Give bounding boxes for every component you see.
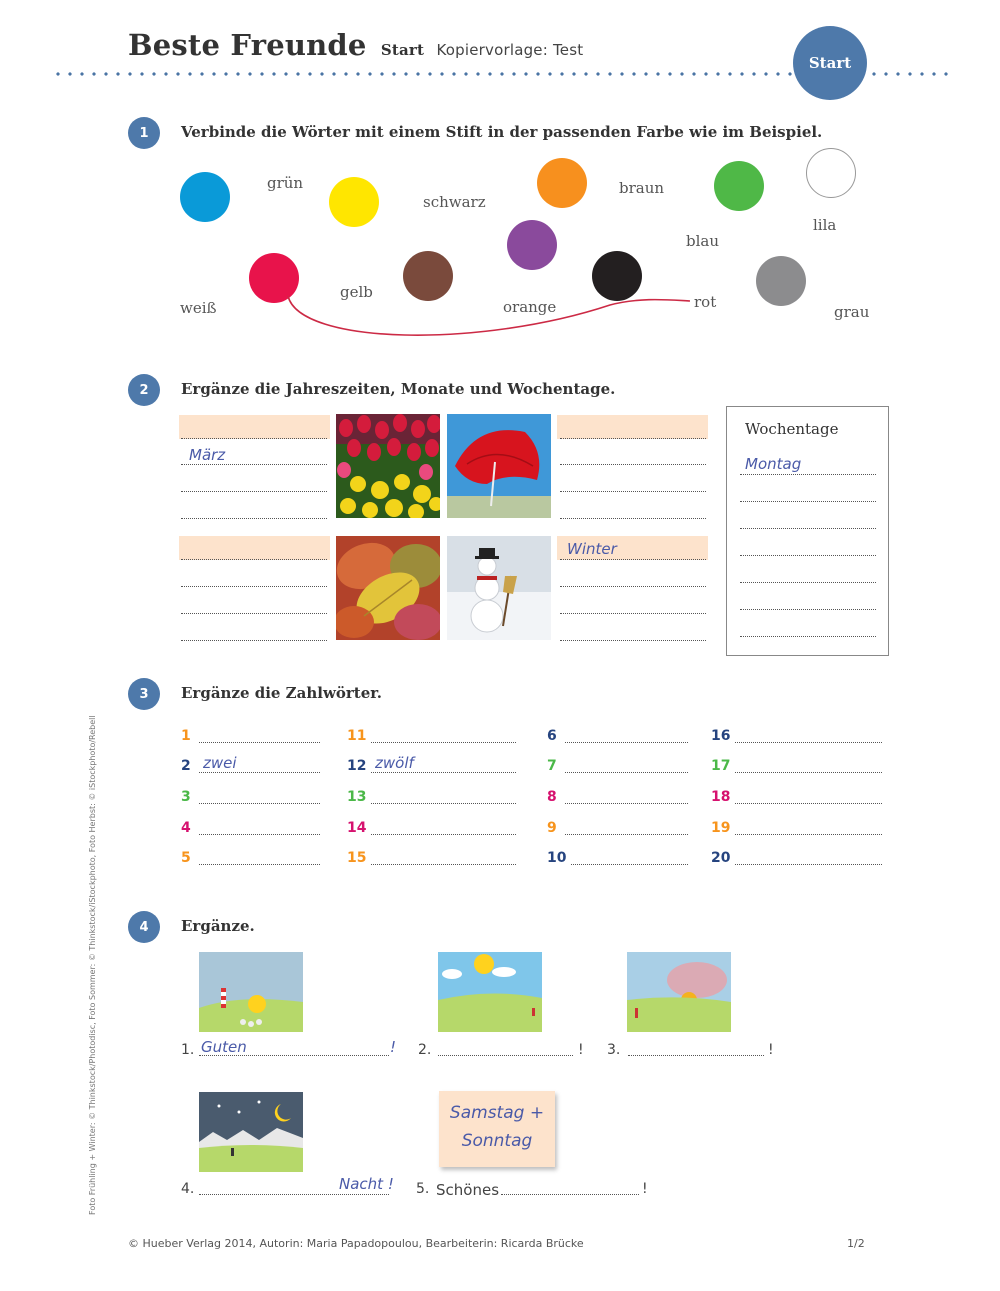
word-weiss: weiß xyxy=(180,299,217,317)
task-number-4: 4 xyxy=(128,911,160,943)
weekday-line[interactable] xyxy=(740,528,876,529)
month-line[interactable] xyxy=(181,613,327,614)
level-badge: Start xyxy=(793,26,867,100)
line xyxy=(560,438,706,439)
item-1-end: ! xyxy=(390,1038,397,1056)
number-label: 19 xyxy=(711,820,731,836)
word-braun: braun xyxy=(619,179,665,197)
sticky-note-weekend xyxy=(439,1091,555,1167)
number-label: 20 xyxy=(711,850,731,866)
month-line[interactable] xyxy=(560,586,706,587)
month-line[interactable] xyxy=(560,640,706,641)
number-word-line[interactable] xyxy=(565,834,688,835)
line xyxy=(181,438,327,439)
month-line[interactable] xyxy=(560,518,706,519)
number-word-answer: zwei xyxy=(203,754,237,772)
month-line[interactable] xyxy=(181,586,327,587)
footer-copyright: © Hueber Verlag 2014, Autorin: Maria Papadopoulou, Bearbeiterin: Ricarda Brücke xyxy=(128,1237,584,1250)
photo-credits: Foto Frühling + Winter: © Thinkstock/Photodisc, Foto Sommer: © Thinkstock/iStockphoto, Foto Herbst: © iStockphoto/Rebell xyxy=(88,715,97,1215)
word-lila: lila xyxy=(813,216,837,234)
greeting-line-3[interactable] xyxy=(628,1055,764,1056)
picture-morning xyxy=(199,952,303,1032)
item-4-answer: Nacht ! xyxy=(339,1175,394,1193)
month-line[interactable] xyxy=(560,464,706,465)
word-grau: grau xyxy=(834,303,870,321)
picture-evening xyxy=(627,952,731,1032)
item-3-label: 3. xyxy=(607,1042,621,1058)
number-label: 16 xyxy=(711,728,731,744)
task-instruction-3: Ergänze die Zahlwörter. xyxy=(181,684,382,702)
number-label: 4 xyxy=(181,820,191,836)
item-5-label: 5. xyxy=(416,1181,430,1197)
number-word-line[interactable] xyxy=(735,834,882,835)
word-rot: rot xyxy=(694,293,717,311)
number-label: 6 xyxy=(547,728,557,744)
number-word-answer: zwölf xyxy=(375,754,414,772)
number-word-line[interactable] xyxy=(735,742,882,743)
number-word-line[interactable] xyxy=(735,772,882,773)
number-label: 7 xyxy=(547,758,557,774)
number-label: 11 xyxy=(347,728,367,744)
task-number-1: 1 xyxy=(128,117,160,149)
number-label: 13 xyxy=(347,789,367,805)
number-label: 5 xyxy=(181,850,191,866)
photo-autumn-leaves xyxy=(336,536,440,640)
number-label: 9 xyxy=(547,820,557,836)
weekday-line[interactable] xyxy=(740,555,876,556)
task-number-2: 2 xyxy=(128,374,160,406)
season-field-autumn[interactable] xyxy=(179,536,330,560)
number-word-line[interactable] xyxy=(735,803,882,804)
task-instruction-2: Ergänze die Jahreszeiten, Monate und Wochentage. xyxy=(181,380,616,398)
greeting-line-4[interactable] xyxy=(199,1194,389,1195)
answer-maerz: März xyxy=(189,446,226,464)
picture-day xyxy=(438,952,542,1032)
number-label: 1 xyxy=(181,728,191,744)
number-label: 10 xyxy=(547,850,567,866)
weekday-line[interactable] xyxy=(740,582,876,583)
photo-tulips xyxy=(336,414,440,518)
number-label: 2 xyxy=(181,758,191,774)
number-word-line[interactable] xyxy=(371,772,516,773)
month-line[interactable] xyxy=(181,464,327,465)
task-instruction-4: Ergänze. xyxy=(181,917,255,935)
word-orange: orange xyxy=(503,298,557,316)
item-5-prefix: Schönes xyxy=(436,1181,500,1199)
item-1-answer: Guten xyxy=(201,1038,247,1056)
number-word-line[interactable] xyxy=(199,742,320,743)
number-word-line[interactable] xyxy=(571,864,688,865)
weekdays-box xyxy=(726,406,889,656)
item-2-label: 2. xyxy=(418,1042,432,1058)
word-blau: blau xyxy=(686,232,720,250)
sticky-line-1: Samstag + xyxy=(449,1103,545,1123)
number-word-line[interactable] xyxy=(371,864,516,865)
number-word-line[interactable] xyxy=(199,772,320,773)
number-word-line[interactable] xyxy=(565,742,688,743)
word-gelb: gelb xyxy=(340,283,373,301)
title-text: Beste Freunde xyxy=(128,28,367,62)
number-label: 8 xyxy=(547,789,557,805)
item-2-end: ! xyxy=(578,1042,584,1058)
photo-red-umbrella xyxy=(447,414,551,518)
photo-snowman xyxy=(447,536,551,640)
number-word-line[interactable] xyxy=(565,803,688,804)
number-word-line[interactable] xyxy=(565,772,688,773)
greeting-line-1[interactable] xyxy=(199,1055,389,1056)
weekday-line[interactable] xyxy=(740,609,876,610)
number-word-line[interactable] xyxy=(371,834,516,835)
number-label: 18 xyxy=(711,789,731,805)
number-word-line[interactable] xyxy=(735,864,882,865)
number-label: 12 xyxy=(347,758,367,774)
season-field-spring[interactable] xyxy=(179,415,330,439)
number-label: 3 xyxy=(181,789,191,805)
weekday-line[interactable] xyxy=(740,636,876,637)
item-1-label: 1. xyxy=(181,1042,195,1058)
sticky-line-2: Sonntag xyxy=(461,1131,533,1151)
task-instruction-1: Verbinde die Wörter mit einem Stift in der passenden Farbe wie im Beispiel. xyxy=(181,123,823,141)
word-gruen: grün xyxy=(267,174,304,192)
line xyxy=(560,559,706,560)
month-line[interactable] xyxy=(181,640,327,641)
number-label: 14 xyxy=(347,820,367,836)
month-line[interactable] xyxy=(560,491,706,492)
answer-winter: Winter xyxy=(567,540,617,558)
item-3-end: ! xyxy=(768,1042,774,1058)
task-number-3: 3 xyxy=(128,678,160,710)
answer-montag: Montag xyxy=(745,455,802,473)
picture-night xyxy=(199,1092,303,1172)
number-word-line[interactable] xyxy=(371,803,516,804)
number-word-line[interactable] xyxy=(199,864,320,865)
number-word-line[interactable] xyxy=(371,742,516,743)
subtitle: Kopiervorlage: Test xyxy=(436,41,584,59)
line xyxy=(740,474,876,475)
number-word-line[interactable] xyxy=(199,803,320,804)
month-line[interactable] xyxy=(560,613,706,614)
month-line[interactable] xyxy=(181,491,327,492)
number-label: 15 xyxy=(347,850,367,866)
number-label: 17 xyxy=(711,758,731,774)
weekday-line[interactable] xyxy=(740,501,876,502)
month-line[interactable] xyxy=(181,518,327,519)
line xyxy=(181,559,327,560)
level-label: Start xyxy=(380,41,425,59)
item-5-end: ! xyxy=(642,1181,648,1197)
weekdays-title: Wochentage xyxy=(745,420,839,438)
example-connector-line xyxy=(0,0,1000,400)
word-schwarz: schwarz xyxy=(423,193,486,211)
footer-page-number: 1/2 xyxy=(847,1237,865,1250)
greeting-line-2[interactable] xyxy=(438,1055,573,1056)
season-field-summer[interactable] xyxy=(557,415,708,439)
item-4-label: 4. xyxy=(181,1181,195,1197)
greeting-line-5[interactable] xyxy=(501,1194,639,1195)
number-word-line[interactable] xyxy=(199,834,320,835)
